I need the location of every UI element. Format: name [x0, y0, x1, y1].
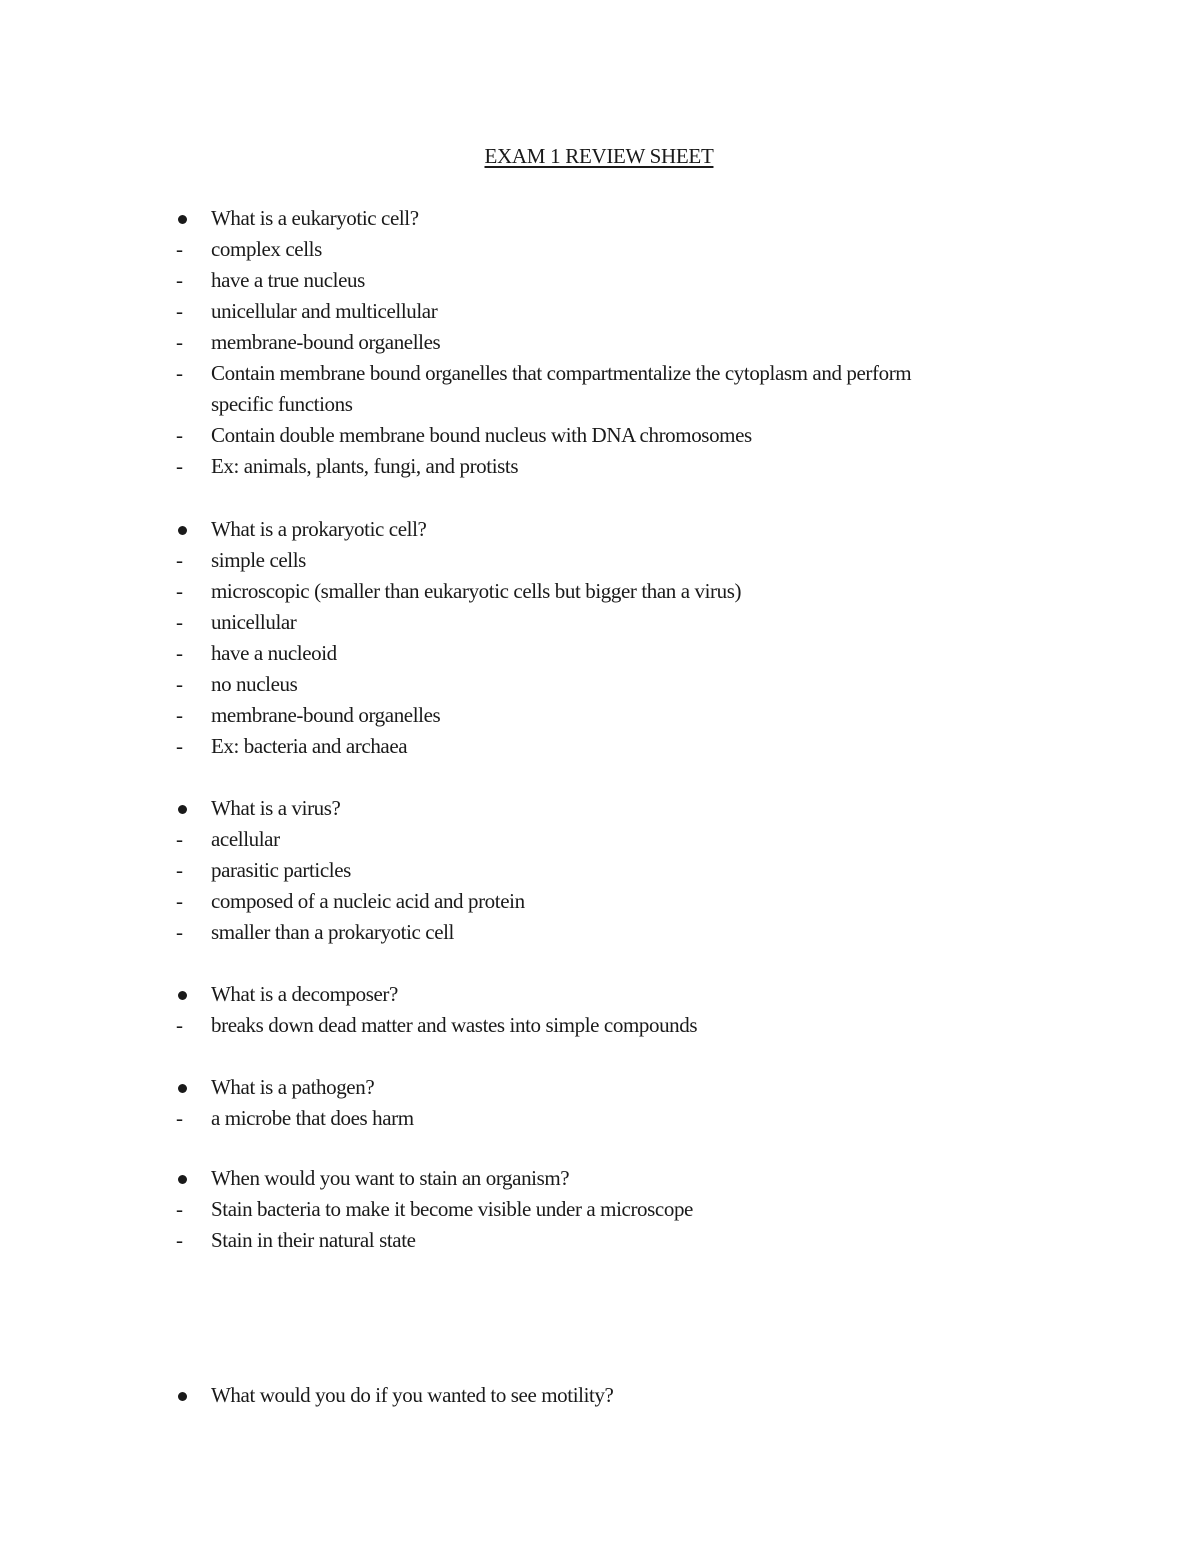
answer-text: specific functions [211, 392, 353, 416]
answer-line [0, 545, 1200, 576]
dash-icon: - [176, 299, 183, 323]
answer-text: Ex: animals, plants, fungi, and protists [211, 454, 519, 478]
answer-text: complex cells [211, 237, 322, 261]
answer-text: simple cells [211, 548, 306, 572]
question-line [0, 793, 1200, 824]
answer-text: have a nucleoid [211, 641, 337, 665]
bullet-icon [178, 1084, 187, 1093]
answer-text: membrane-bound organelles [211, 703, 441, 727]
dash-icon: - [176, 610, 183, 634]
question-text: What is a pathogen? [211, 1075, 375, 1099]
answer-line [0, 824, 1200, 855]
answer-line [0, 327, 1200, 358]
bullet-icon [178, 215, 187, 224]
question-line [0, 1163, 1200, 1194]
answer-line [0, 855, 1200, 886]
answer-text: Ex: bacteria and archaea [211, 734, 408, 758]
dash-icon: - [176, 268, 183, 292]
question-line [0, 1380, 1200, 1411]
question-text: What is a prokaryotic cell? [211, 517, 427, 541]
answer-line [0, 917, 1200, 948]
answer-line [0, 1103, 1200, 1134]
answer-text: Stain bacteria to make it become visible under a microscope [211, 1197, 693, 1221]
dash-icon: - [176, 858, 183, 882]
answer-line [0, 1194, 1200, 1225]
answer-line [0, 1010, 1200, 1041]
answer-line [0, 451, 1200, 482]
dash-icon: - [176, 423, 183, 447]
question-line [0, 203, 1200, 234]
answer-text: smaller than a prokaryotic cell [211, 920, 454, 944]
answer-text: Contain double membrane bound nucleus with DNA chromosomes [211, 423, 752, 447]
answer-text: Contain membrane bound organelles that compartmentalize the cytoplasm and perform [211, 361, 912, 385]
answer-line [0, 700, 1200, 731]
question-section-motility [0, 1380, 1200, 1411]
dash-icon: - [176, 1197, 183, 1221]
dash-icon: - [176, 827, 183, 851]
dash-icon: - [176, 889, 183, 913]
answer-text: no nucleus [211, 672, 298, 696]
dash-icon: - [176, 1228, 183, 1252]
answer-line [0, 1225, 1200, 1256]
answer-text: acellular [211, 827, 280, 851]
dash-icon: - [176, 1013, 183, 1037]
bullet-icon [178, 1175, 187, 1184]
question-section-decomposer [0, 979, 1200, 1041]
question-section-eukaryotic [0, 203, 1200, 482]
question-text: What is a eukaryotic cell? [211, 206, 419, 230]
dash-icon: - [176, 703, 183, 727]
dash-icon: - [176, 330, 183, 354]
dash-icon: - [176, 734, 183, 758]
dash-icon: - [176, 672, 183, 696]
answer-text: unicellular and multicellular [211, 299, 438, 323]
answer-line [0, 731, 1200, 762]
bullet-icon [178, 991, 187, 1000]
answer-text: a microbe that does harm [211, 1106, 414, 1130]
question-section-virus [0, 793, 1200, 948]
answer-text: membrane-bound organelles [211, 330, 441, 354]
answer-line [0, 638, 1200, 669]
question-text: What is a virus? [211, 796, 341, 820]
page-title: EXAM 1 REVIEW SHEET [484, 144, 714, 168]
question-section-pathogen [0, 1072, 1200, 1134]
question-section-stain [0, 1163, 1200, 1256]
bullet-icon [178, 805, 187, 814]
bullet-icon [178, 1392, 187, 1401]
answer-continuation-line [0, 389, 1200, 420]
question-text: What would you do if you wanted to see motility? [211, 1383, 614, 1407]
question-text: When would you want to stain an organism? [211, 1166, 570, 1190]
question-line [0, 979, 1200, 1010]
answer-line [0, 669, 1200, 700]
dash-icon: - [176, 1106, 183, 1130]
answer-text: breaks down dead matter and wastes into simple compounds [211, 1013, 698, 1037]
answer-line [0, 234, 1200, 265]
dash-icon: - [176, 920, 183, 944]
question-line [0, 514, 1200, 545]
answer-line [0, 358, 1200, 389]
answer-text: microscopic (smaller than eukaryotic cells but bigger than a virus) [211, 579, 742, 603]
dash-icon: - [176, 361, 183, 385]
answer-text: unicellular [211, 610, 297, 634]
question-text: What is a decomposer? [211, 982, 398, 1006]
answer-text: parasitic particles [211, 858, 351, 882]
dash-icon: - [176, 237, 183, 261]
question-line [0, 1072, 1200, 1103]
answer-line [0, 420, 1200, 451]
dash-icon: - [176, 548, 183, 572]
bullet-icon [178, 526, 187, 535]
dash-icon: - [176, 641, 183, 665]
answer-line [0, 296, 1200, 327]
dash-icon: - [176, 579, 183, 603]
answer-line [0, 607, 1200, 638]
answer-line [0, 265, 1200, 296]
answer-text: have a true nucleus [211, 268, 365, 292]
question-section-prokaryotic [0, 514, 1200, 762]
answer-line [0, 576, 1200, 607]
answer-text: composed of a nucleic acid and protein [211, 889, 525, 913]
answer-text: Stain in their natural state [211, 1228, 416, 1252]
answer-line [0, 886, 1200, 917]
dash-icon: - [176, 454, 183, 478]
